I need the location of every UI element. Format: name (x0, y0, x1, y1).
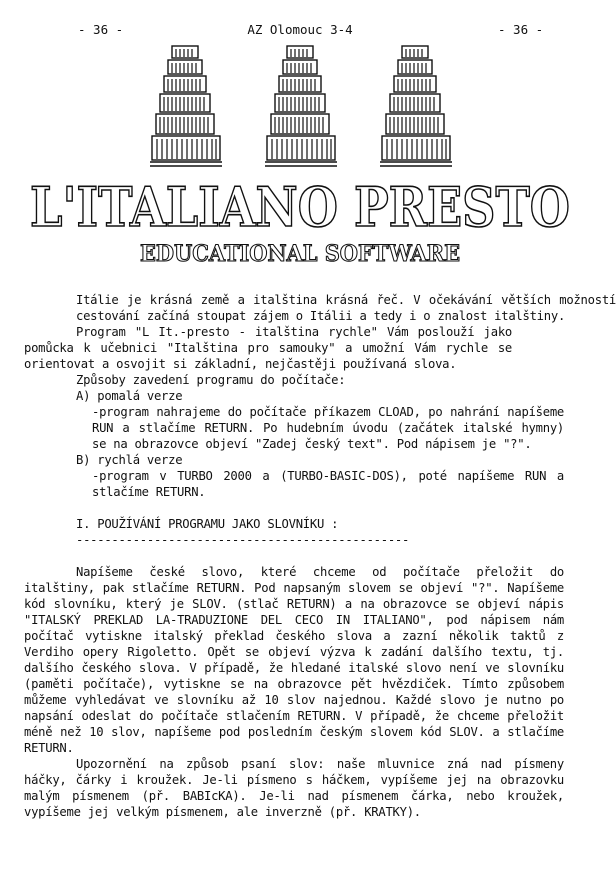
magazine-title: AZ Olomouc 3-4 (247, 22, 353, 37)
page-number-right: - 36 - (498, 22, 544, 37)
title-text: L'ITALIANO PRESTO (30, 175, 570, 239)
banner-subtitle (138, 240, 462, 266)
mode-b-heading: B) rychlá verze (76, 453, 183, 467)
note-paragraph: Upozornění na způsob psaní slov: naše mluvnice zná nad písmeny háčky, čárky i kroužek. Je-li písmeno s háčkem, vypíšeme jej na obrazovku malým písmenem (př. BABIcKA). Je-li nad písmenem čárka, nebo kroužek, vypíšeme jej velkým písmenem, ale inverzně (př. KRATKY). (24, 757, 564, 819)
mode-a-heading: A) pomalá verze (76, 389, 183, 403)
modes-intro: Způsoby zavedení programu do počítače: (76, 373, 346, 387)
section-rule: ----------------------------------------------- (76, 533, 410, 547)
program-paragraph: Program "L It.-presto - italština rychle" Vám poslouží jako pomůcka k učebnici "Italština pro samouky" a umožní Vám rychle se orientovat a osvojit si základní, nejčastěji používaná slova. (24, 325, 512, 371)
article-body (24, 292, 616, 820)
leaning-tower-icon (265, 44, 339, 172)
leaning-tower-icon (380, 44, 454, 172)
leaning-tower-icon (150, 44, 224, 172)
page-number-left: - 36 - (78, 22, 124, 37)
mode-b-text: -program v TURBO 2000 a (TURBO-BASIC-DOS), poté napíšeme RUN a stlačíme RETURN. (92, 469, 564, 499)
banner-title (24, 175, 576, 239)
section-title: I. POUŽÍVÁNÍ PROGRAMU JAKO SLOVNÍKU : (76, 517, 339, 531)
page-header (0, 22, 600, 40)
mode-a-text: -program nahrajeme do počítače příkazem CLOAD, po nahrání napíšeme RUN a stlačíme RETURN. Po hudebním úvodu (začátek italské hymny) se na obrazovce objeví "Zadej český text". Pod nápisem je "?". (92, 405, 564, 451)
dictionary-paragraph: Napíšeme české slovo, které chceme od počítače přeložit do italštiny, pak stlačíme RETURN. Pod napsaným slovem se objeví "?". Napíšeme kód slovníku, který je SLOV. (stlač RETURN) a na obrazovce se objeví nápis "ITALSKÝ PREKLAD LA-TRADUZIONE DEL CECO IN ITALIANO", pod nápisem nám počítač vytiskne italský překlad českého slova a zazní několik taktů z Verdiho opery Rigoletto. Opět se objeví výzva k zadání dalšího textu, tj. dalšího českého slova. V případě, že hledané italské slovo není ve slovníku (paměti počítače), vytiskne se na obrazovce pět hvězdiček. Tímto způsobem můžeme vyhledávat ve slovníku až 10 slov najednou. Každé slovo je nutno po napsání odeslat do počítače stlačením RETURN. V případě, že chceme přeložit méně než 10 slov, napíšeme pod posledním českým slovem kód SLOV. a stlačíme RETURN. (24, 565, 564, 755)
subtitle-text: EDUCATIONAL SOFTWARE (140, 241, 460, 267)
towers-illustration (0, 44, 600, 174)
intro-paragraph: Itálie je krásná země a italština krásná řeč. V očekávání větších možností cestování začíná stoupat zájem o Itálii a tedy i o znalost italštiny. (76, 293, 616, 323)
